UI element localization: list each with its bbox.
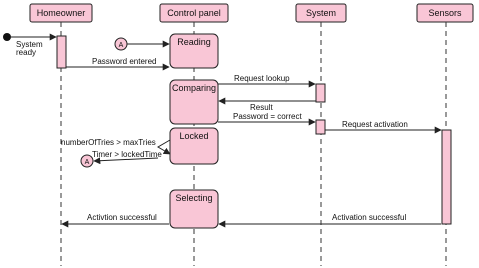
system-label: System: [305, 8, 337, 18]
result-label: Result: [250, 103, 273, 112]
control-panel-header: [160, 4, 228, 22]
system-activation-2: [316, 120, 325, 134]
sensors-header: [417, 4, 473, 22]
connector-a-out-label: A: [84, 159, 90, 166]
state-comparing: [170, 80, 218, 124]
connector-a-in-label: A: [118, 42, 124, 49]
password-correct-label: Password = correct: [233, 112, 302, 121]
state-locked-label: Locked: [179, 131, 209, 141]
activation-successful-right-label: Activation successful: [332, 213, 407, 222]
password-entered-label: Password entered: [92, 57, 157, 66]
activation-successful-left-label: Activtion successful: [87, 213, 157, 222]
system-ready-line2: ready: [16, 48, 37, 57]
state-locked: [170, 128, 218, 164]
system-header: [296, 4, 346, 22]
homeowner-label: Homeowner: [36, 8, 86, 18]
sensors-activation: [442, 130, 451, 224]
state-comparing-label: Comparing: [171, 83, 217, 93]
control-panel-label: Control panel: [167, 8, 221, 18]
request-activation-label: Request activation: [342, 120, 408, 129]
initial-node: [3, 33, 11, 41]
state-reading: [170, 34, 218, 68]
homeowner-header: [30, 4, 92, 22]
homeowner-activation: [57, 36, 66, 68]
state-reading-label: Reading: [177, 37, 211, 47]
request-lookup-label: Request lookup: [234, 74, 290, 83]
tries-condition-label: numberOfTries > maxTries: [61, 138, 156, 147]
system-activation-1: [316, 84, 325, 102]
state-selecting-label: Selecting: [175, 193, 213, 203]
system-ready-line1: System: [16, 40, 43, 49]
timer-condition-label: Timer > lockedTime: [92, 150, 162, 159]
state-selecting: [170, 190, 218, 228]
sensors-label: Sensors: [428, 8, 462, 18]
